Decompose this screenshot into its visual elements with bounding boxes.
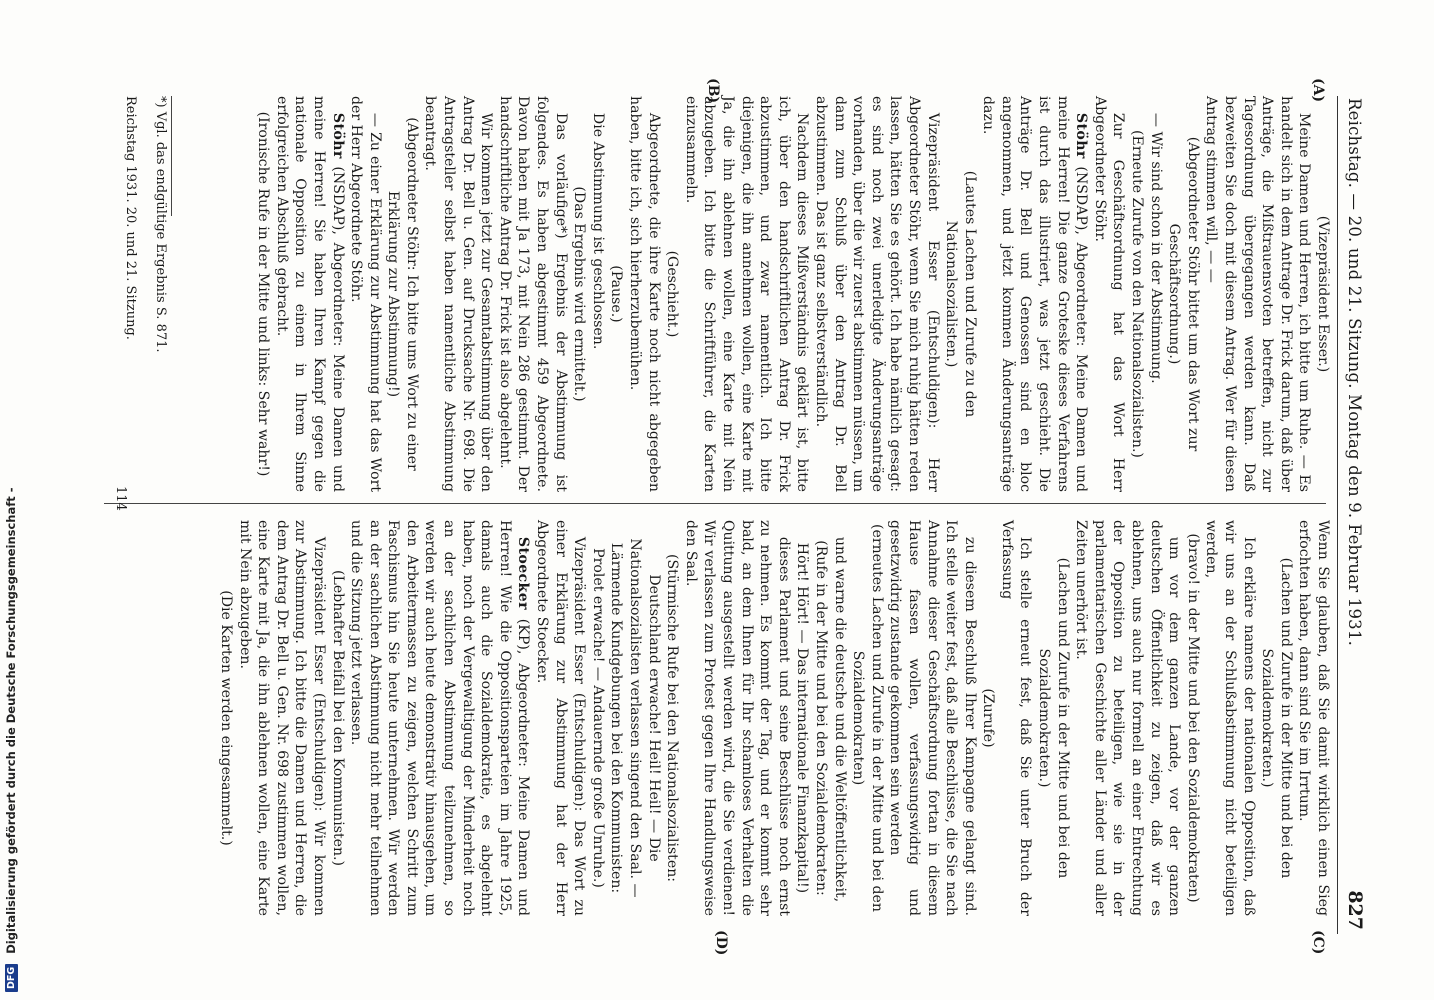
stage-direction: (Das Ergebnis wird ermittelt.) — [571, 186, 588, 402]
stage-direction: (Lautes Lachen und Zurufe zu den Nationalsozialisten.) — [943, 170, 978, 418]
speech-text: (NSDAP), Abgeordneter: Meine Damen und meine Herren! Die ganze Groteske dieses Verfahrens ist durch das illustriert, was jetzt geschieht. Die Anträge Dr. Bell und Genossen sind en bloc angenommen, und jetzt kommen Änderungsanträge dazu. — [980, 96, 1090, 492]
stage-direction: (Abgeordneter Stöhr: Ich bitte ums Wort zu einer Erklärung zur Abstimmung!) — [385, 117, 420, 471]
digitization-credit — [4, 0, 22, 992]
stage-direction: (Stürmische Rufe bei den Nationalsozialisten: Deutschland erwache! Heil! Heil! — Die Nationalsozialisten verlassen singend den Saal. — Lärmende Kundgebungen bei den Kommunisten: Prolet erwache! — Andauernde große Unruhe.) — [589, 538, 681, 898]
right-column — [216, 520, 1332, 916]
page-header — [1336, 98, 1368, 930]
text-paragraph: dieses Parlament und seine Beschlüsse noch ernst zu nehmen. Es kommt der Tag, und er kommt sehr bald, an dem Ihnen für Ihr schamloses Verhalten die Quittung ausgestellt werden wird, die Sie verdienen! Wir verlassen zum Protest gegen Ihre Handlungsweise den Saal. — [682, 520, 792, 916]
text-paragraph: Nachdem dieses Mißverständnis geklärt ist, bitte ich, über den handschriftlichen Antrag Dr. Frick abzustimmen, und zwar namentlich. Ich bitte diejenigen, die ihn annehmen wollen, eine Karte mit Ja, die ihn ablehnen wollen, eine Karte mit Nein abzugeben. Ich bitte die Schriftführer, die Karten einzusammeln. — [682, 96, 811, 492]
text-paragraph: — Wir sind schon in der Abstimmung. — [1147, 112, 1164, 384]
text-paragraph: Ich stelle erneut fest, daß Sie unter Bruch der Verfassung — [998, 520, 1034, 916]
footnote: *) Vgl. das endgültige Ergebnis S. 871. — [153, 96, 168, 353]
speaker-name: Stoecker — [515, 536, 532, 610]
stage-direction: (Lachen und Zurufe in der Mitte und bei den Sozialdemokraten.) — [1259, 557, 1294, 879]
text-paragraph: und warne die deutsche und die Weltöffentlichkeit, — [831, 536, 848, 903]
text-paragraph: — Zu einer Erklärung zur Abstimmung hat das Wort der Herr Abgeordnete Stöhr. — [348, 96, 383, 492]
stage-direction: (Vizepräsident Esser.) — [1315, 215, 1331, 373]
stage-direction: (Zurufe) — [980, 688, 997, 748]
stage-direction: (Die Karten werden eingesammelt.) — [217, 590, 234, 846]
stage-direction: (Geschieht.) — [664, 250, 681, 338]
text-paragraph: Ich erkläre namens der nationalen Opposition, daß wir uns an der Schlußabstimmung nicht beteiligen werden, — [1203, 520, 1257, 916]
stage-direction: (Lebhafter Beifall bei den Kommunisten.) — [329, 569, 346, 867]
text-paragraph: Meine Damen und Herren, ich bitte um Ruhe. — Es handelt sich in dem Antrage Dr. Frick darum, daß über Anträge, die Mißtrauensvoten betreffen, nicht zur Tagesordnung übergegangen werden kann. Daß bezweiten Sie doch mit diesem Antrag. Wer für diesen Antrag stimmen will, — — — [1203, 96, 1313, 492]
stage-direction: (Pause.) — [608, 265, 625, 323]
text-paragraph: Wenn Sie glauben, daß Sie damit wirklich einen Sieg erfochten haben, dann sind Sie im Irrtum. — [1296, 520, 1331, 916]
page-number: 827 — [1344, 890, 1366, 930]
speech-paragraph — [272, 96, 346, 492]
left-column — [254, 96, 1332, 492]
stage-direction: (Abgeordneter Stöhr bittet um das Wort zur Geschäftsordnung.) — [1166, 136, 1201, 452]
speech-paragraph — [347, 520, 533, 916]
text-paragraph: Zur Geschäftsordnung hat das Wort Herr Abgeordneter Stöhr. — [1091, 96, 1127, 492]
text-paragraph: Abgeordnete, die ihre Karte noch nicht abgegeben haben, bitte ich, sich hierherzubemühen. — [627, 96, 662, 492]
speaker-name: Stöhr — [1073, 112, 1090, 159]
text-paragraph: zu diesem Beschluß Ihrer Kampagne gelangt sind. Ich stelle weiter fest, daß alle Beschlüsse, die Sie nach Annahme dieser Geschäftsordnung fortan in diesem Hause fassen wollen, verfassungswidrig und gesetzwidrig zustande gekommen sein werden — [887, 520, 978, 916]
margin-mark-b: (B) — [705, 78, 721, 104]
stage-direction: (erneutes Lachen und Zurufe in der Mitte und bei den Sozialdemokraten) — [850, 524, 885, 912]
bottom-signature: Reichstag 1931. 20. und 21. Sitzung. — [123, 96, 138, 340]
credit-text: Digitalisierung gefördert durch die Deutsche Forschungsgemeinschaft - — [4, 487, 18, 954]
text-paragraph: Wir kommen jetzt zur Gesamtabstimmung über den Antrag Dr. Bell u. Gen. auf Drucksache Nr. 698. Die Antragsteller selbst haben namentliche Abstimmung beantragt. — [422, 96, 495, 492]
speech-paragraph — [979, 96, 1091, 492]
speaker-name: Stöhr — [329, 112, 346, 159]
text-paragraph: Vizepräsident Esser (Entschuldigen): Wir kommen zur Abstimmung. Ich bitte die Damen und Herren, die dem Antrag Dr. Bell u. Gen. Nr. 698 zustimmen wollen, eine Karte mit Ja, die ihn ablehnen wollen, eine Karte mit Nein abzugeben. — [236, 520, 327, 916]
margin-mark-a: (A) — [1310, 78, 1326, 103]
stage-direction: (Lachen und Zurufe in der Mitte und bei den Sozialdemokraten.) — [1036, 557, 1071, 879]
text-paragraph: Die Abstimmung ist geschlossen. — [589, 112, 606, 350]
margin-mark-c: (C) — [1310, 930, 1326, 955]
text-paragraph: Das vorläufige*) Ergebnis der Abstimmung ist folgendes. Es haben abgestimmt 459 Abgeordnete. Davon haben mit Ja 173, mit Nein 286 gestimmt. Der handschriftliche Antrag Dr. Frick ist also abgelehnt. — [496, 96, 569, 492]
bottom-number: 114 — [113, 486, 128, 511]
stage-direction: (Rufe in der Mitte und bei den Sozialdemokraten: Hört! Hört! — Das internationale Finanzkapital!) — [794, 540, 829, 896]
margin-mark-d: (D) — [713, 930, 729, 956]
speech-text: (KP), Abgeordneter: Meine Damen und Herren! Wie die Oppositionsparteien im Jahre 1925, damals auch die Sozialdemokratie, es abgelehnt haben, noch der Vergewaltigung der Minderheit noch an der sachlichen Abstimmung teilzunehmen, so werden wir auch heute demonstrativ hinausgehen, um den Arbeitermassen zu zeigen, welchen Schritt zum Faschismus hin Sie heute unternehmen. Wir werden an der sachlichen Abstimmung nicht mehr teilnehmen und die Sitzung jetzt verlassen. — [348, 520, 532, 916]
speech-text: (NSDAP), Abgeordneter: Meine Damen und meine Herren! Sie haben Ihren Kampf gegen die nationale Opposition zu einem in Ihrem Sinne erfolgreichen Abschluß gebracht. — [273, 96, 346, 492]
stage-direction: (bravo! in der Mitte und bei den Sozialdemokraten) — [1184, 533, 1201, 903]
stage-direction: (Erneute Zurufe von den Nationalsozialisten.) — [1129, 130, 1146, 458]
column-divider — [104, 503, 1326, 504]
footnote-rule — [171, 96, 172, 216]
text-paragraph: Vizepräsident Esser (Entschuldigen): Herr Abgeordneter Stöhr, wenn Sie mich ruhig hätten reden lassen, hätten Sie es gehört. Ich habe nämlich gesagt: es sind noch zwei unerledigte Änderungsanträge vorhanden, über die wir zuerst abstimmen müssen, um dann zum Schluß über den Antrag Dr. Bell abzustimmen. Das ist ganz selbstverständlich. — [812, 96, 941, 492]
stage-direction: (Ironische Rufe in der Mitte und links: Sehr wahr!) — [255, 111, 272, 477]
text-paragraph: um vor dem ganzen Lande, vor der ganzen deutschen Öffentlichkeit zu zeigen, daß wir es ablehnen, uns auch nur formell an einer Entrechtung der Opposition zu beteiligen, wie sie in der parlamentarischen Geschichte aller Länder und aller Zeiten unerhört ist. — [1073, 520, 1183, 916]
dfg-logo: DFG — [5, 964, 18, 992]
header-rule — [1337, 96, 1338, 934]
text-paragraph: Vizepräsident Esser (Entschuldigen): Das Wort zu einer Erklärung zur Abstimmung hat der Herr Abgeordnete Stoecker. — [534, 520, 588, 916]
running-title: Reichstag. — 20. und 21. Sitzung. Montag den 9. Februar 1931. — [1345, 98, 1364, 647]
